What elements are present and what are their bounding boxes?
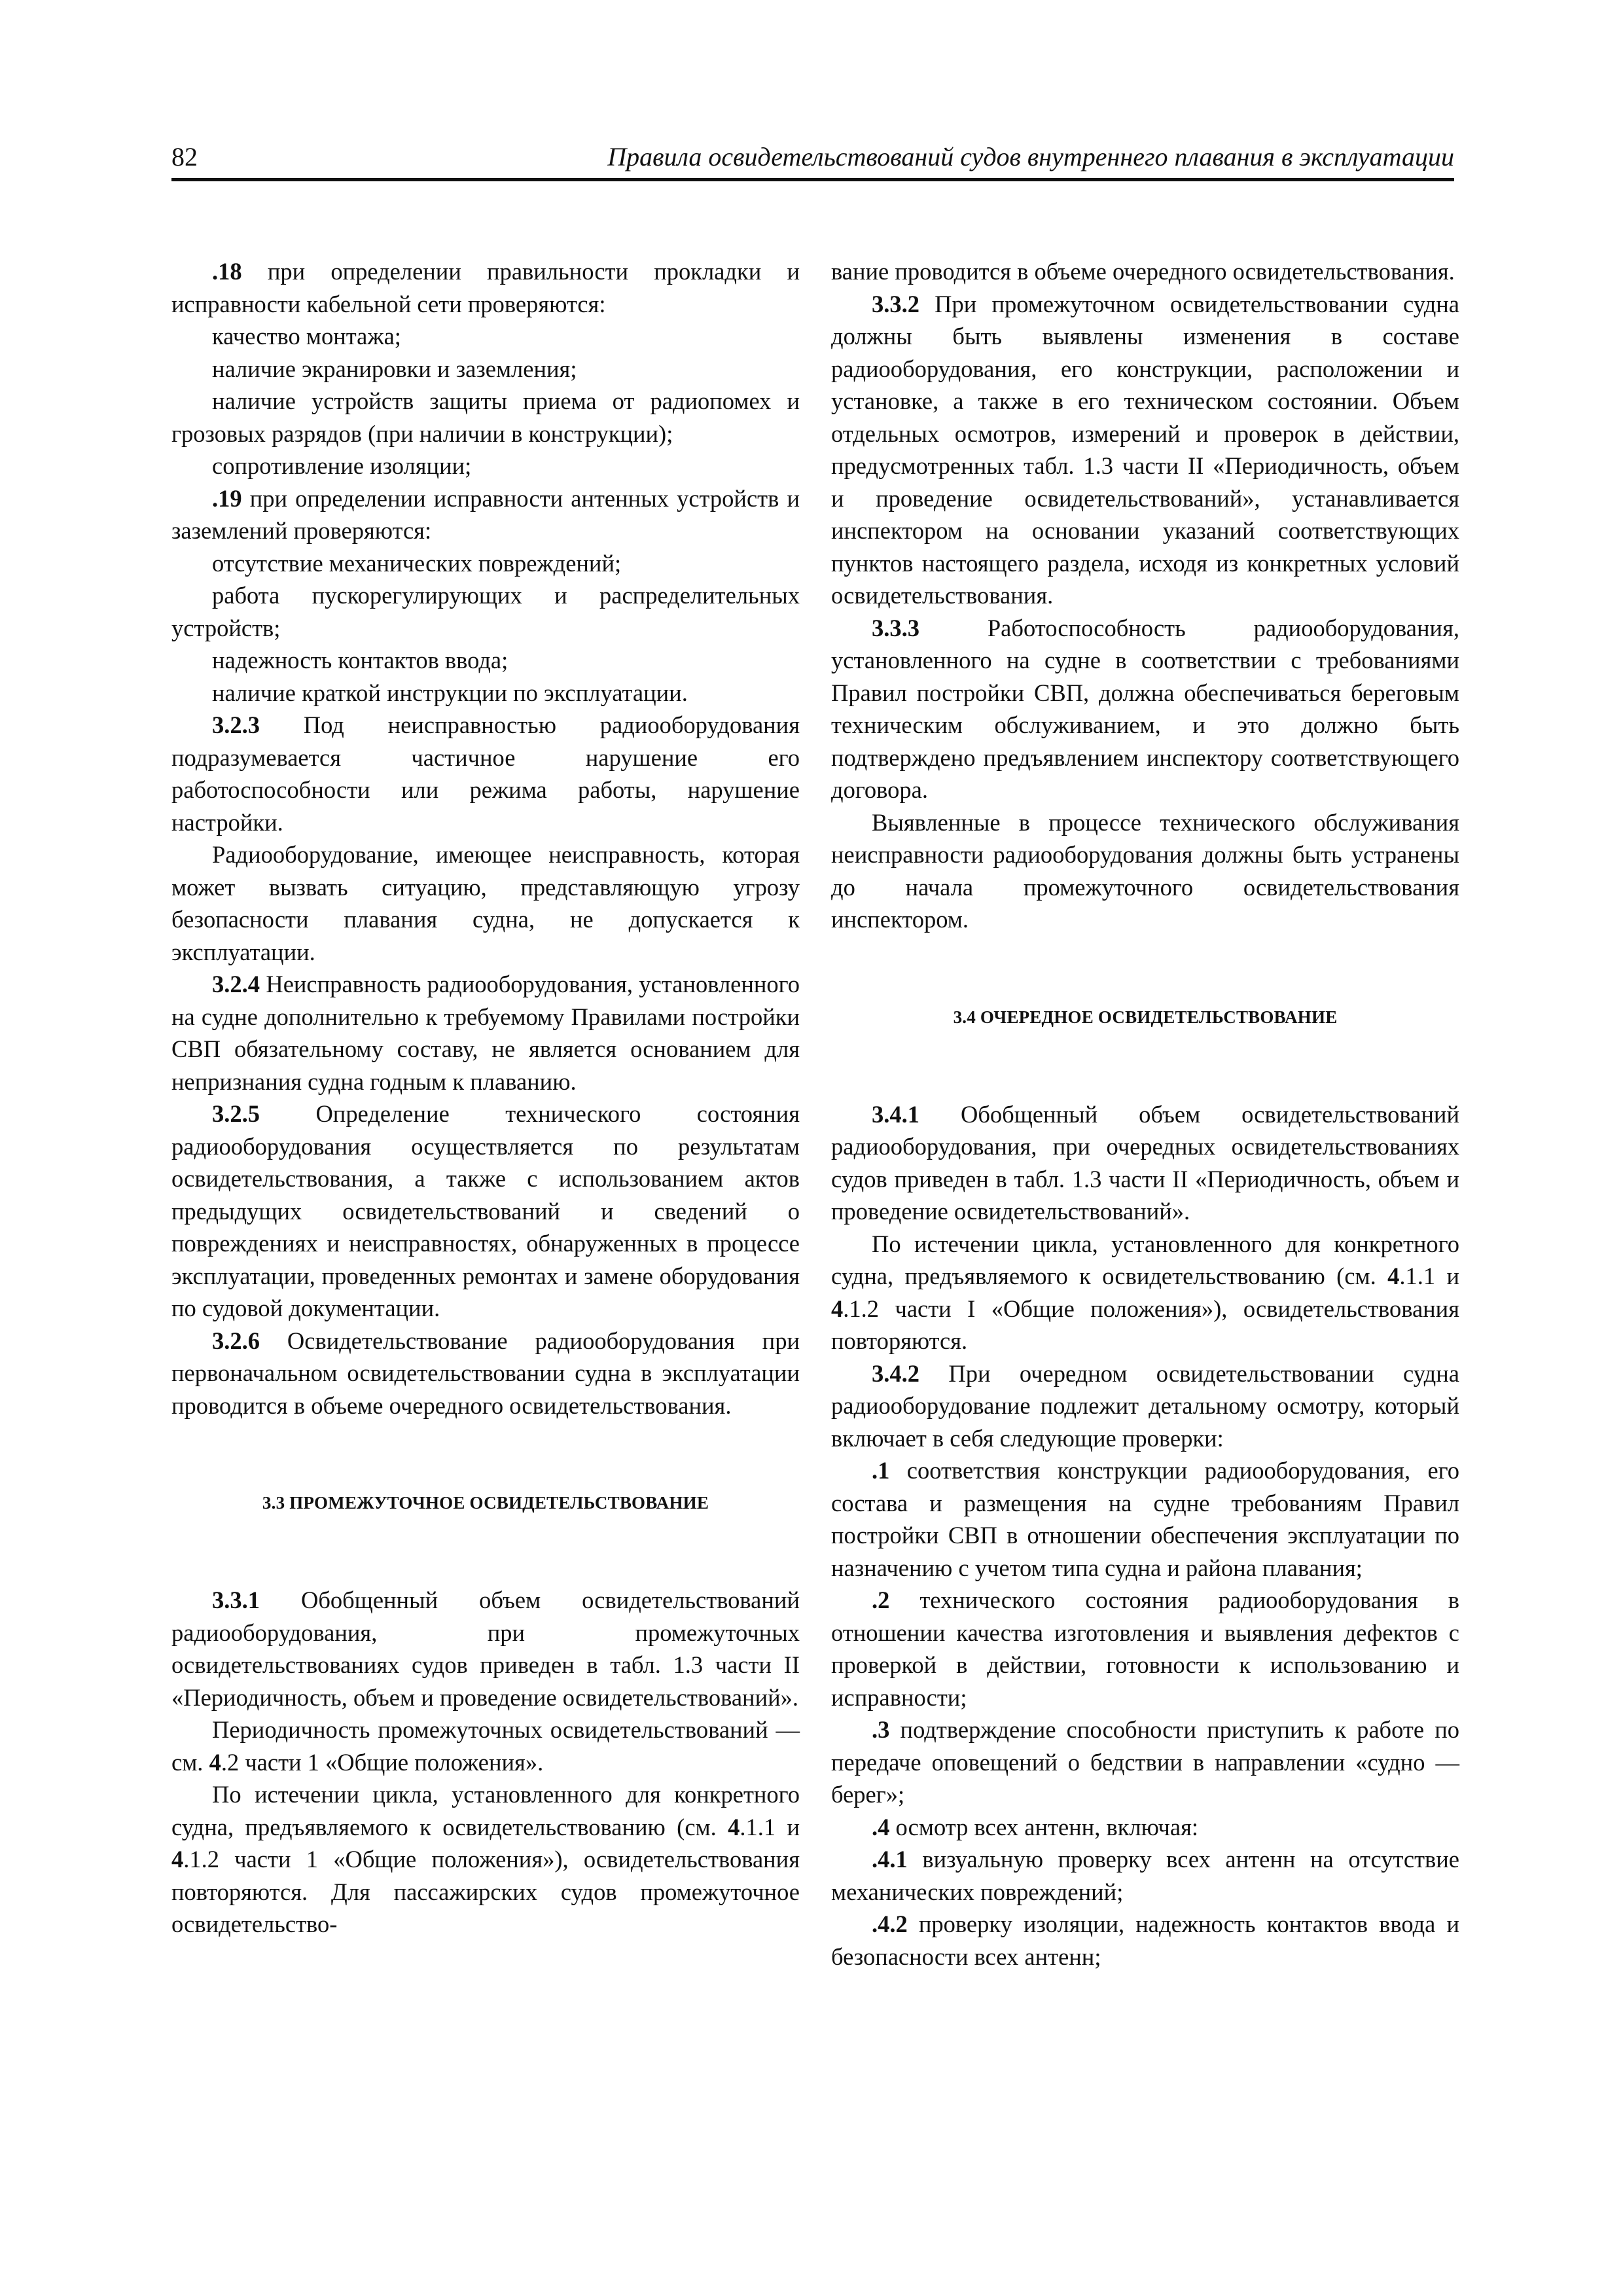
paragraph [171, 1778, 800, 1941]
paragraph [831, 1584, 1459, 1713]
clause-number: 3.3.1 [212, 1587, 260, 1613]
paragraph [831, 1843, 1459, 1908]
page-number: 82 [171, 142, 198, 171]
clause-number: 3.4.2 [872, 1359, 919, 1387]
paragraph-text: По истечении цикла, установленного для конкретного судна, предъявляемого к освидетельствованию (см. [831, 1230, 1459, 1289]
paragraph-text: при определении исправности антенных устройств и заземлений проверяются: [171, 484, 800, 544]
paragraph [171, 482, 800, 547]
list-item: отсутствие механических повреждений; [212, 549, 622, 577]
page-header [171, 139, 1454, 181]
clause-number: 3.2.3 [212, 711, 260, 738]
paragraph-text: соответствия конструкции радиооборудования, его состава и размещения на судне требованиям Правил постройки СВП в отношении обеспечения эксплуатации по назначению с учетом типа судна и района плавания; [831, 1457, 1459, 1581]
clause-number: 3.4.1 [872, 1100, 919, 1128]
item-number: .19 [212, 484, 242, 512]
paragraph [171, 968, 800, 1098]
paragraph-text: По истечении цикла, установленного для конкретного судна, предъявляемого к освидетельствованию (см. [171, 1781, 800, 1840]
paragraph [171, 709, 800, 838]
paragraph-text: подтверждение способности приступить к работе по передаче оповещений о бедствии в направлении «судно — берег»; [831, 1716, 1459, 1808]
list-item: наличие устройств защиты приема от радиопомех и грозовых разрядов (при наличии в конструкции); [171, 387, 800, 447]
list-item: работа пускорегулирующих и распределительных устройств; [171, 582, 800, 641]
paragraph [831, 288, 1459, 612]
paragraph [171, 1584, 800, 1713]
paragraph [831, 1811, 1459, 1844]
clause-number: 3.3.2 [872, 290, 919, 317]
left-column [171, 255, 800, 1941]
paragraph-text: Периодичность промежуточных освидетельствований — см. [171, 1716, 800, 1776]
clause-number: 3.2.4 [212, 971, 260, 997]
paragraph-text: Неисправность радиооборудования, установленного на судне дополнительно к требуемому Правилами постройки СВП обязательному составу, не является основанием для непризнания судна годным к плаванию. [171, 971, 800, 1095]
paragraph-text: Обобщенный объем освидетельствований радиооборудования, при очередных освидетельствованиях судов приведен в табл. 1.3 части II «Периодичность, объем и проведение освидетельствований». [831, 1100, 1459, 1225]
paragraph [831, 1228, 1459, 1357]
paragraph-text: .2 части 1 «Общие положения». [221, 1748, 544, 1776]
paragraph [831, 1098, 1459, 1228]
paragraph [831, 612, 1459, 806]
paragraph: вание проводится в объеме очередного освидетельствования. [831, 258, 1455, 285]
item-number: .2 [872, 1587, 890, 1613]
reference-number: 4 [728, 1813, 740, 1840]
paragraph-text: технического состояния радиооборудования в отношении качества изготовления и выявления дефектов с проверкой в действии, готовности к использованию и исправности; [831, 1587, 1459, 1711]
paragraph [831, 1908, 1459, 1973]
list-item: надежность контактов ввода; [212, 647, 508, 673]
reference-number: 4 [171, 1846, 184, 1873]
running-title: Правила освидетельствований судов внутреннего плавания в эксплуатации [607, 142, 1454, 171]
paragraph-text: .1.2 части I «Общие положения»), освидетельствования повторяются. [831, 1295, 1459, 1354]
reference-number: 4 [831, 1295, 844, 1322]
paragraph-text: Освидетельствование радиооборудования при первоначальном освидетельствовании судна в эксплуатации проводится в объеме очередного освидетельствования. [171, 1327, 800, 1419]
reference-number: 4 [209, 1748, 221, 1776]
right-column [831, 255, 1459, 1973]
paragraph-text: Работоспособность радиооборудования, установленного на судне в соответствии с требованиями Правил постройки СВП, должна обеспечиваться береговым техническим обслуживанием, и это должно быть подтверждено предъявлением инспектору соответствующего договора. [831, 614, 1459, 803]
clause-number: 3.2.5 [212, 1100, 260, 1127]
reference-number: 4 [1387, 1263, 1400, 1289]
paragraph [831, 1357, 1459, 1455]
item-number: .18 [212, 258, 242, 285]
clause-number: 3.2.6 [212, 1327, 260, 1354]
paragraph: Радиооборудование, имеющее неисправность, которая может вызвать ситуацию, представляющую угрозу безопасности плавания судна, не допускается к эксплуатации. [171, 841, 800, 965]
paragraph-text: проверку изоляции, надежность контактов ввода и безопасности всех антенн; [831, 1910, 1459, 1970]
paragraph-text: При очередном освидетельствовании судна радиооборудование подлежит детальному осмотру, который включает в себя следующие проверки: [831, 1359, 1459, 1452]
paragraph-text: визуальную проверку всех антенн на отсутствие механических повреждений; [831, 1846, 1459, 1905]
paragraph-text: .1.1 и [1399, 1263, 1459, 1289]
section-heading: 3.4 ОЧЕРЕДНОЕ ОСВИДЕТЕЛЬСТВОВАНИЕ [953, 1007, 1338, 1027]
paragraph-text: при определении правильности прокладки и исправности кабельной сети проверяются: [171, 258, 800, 317]
paragraph-text: Определение технического состояния радиооборудования осуществляется по результатам освидетельствования, а также с использованием актов предыдущих освидетельствований и сведений о повреждениях и неисправностях, обнаруженных в процессе эксплуатации, проведенных ремонтах и замене оборудования по судовой документации. [171, 1100, 800, 1321]
paragraph-text: .1.2 части 1 «Общие положения»), освидетельствования повторяются. Для пассажирских судов промежуточное освидетельство- [171, 1846, 800, 1937]
list-item: сопротивление изоляции; [212, 452, 472, 479]
list-item: качество монтажа; [212, 323, 401, 350]
paragraph-text: Обобщенный объем освидетельствований радиооборудования, при промежуточных освидетельствованиях судов приведен в табл. 1.3 части II «Периодичность, объем и проведение освидетельствований». [171, 1587, 800, 1711]
list-item: наличие экранировки и заземления; [212, 355, 577, 382]
item-number: .4.2 [872, 1910, 908, 1937]
paragraph [171, 255, 800, 320]
paragraph-text: .1.1 и [740, 1813, 800, 1840]
paragraph [171, 1325, 800, 1422]
paragraph-text: осмотр всех антенн, включая: [889, 1813, 1199, 1840]
item-number: .4 [872, 1813, 890, 1840]
paragraph [831, 1713, 1459, 1811]
item-number: .3 [872, 1716, 890, 1743]
list-item: наличие краткой инструкции по эксплуатации. [212, 679, 688, 706]
paragraph-text: При промежуточном освидетельствовании судна должны быть выявлены изменения в составе радиооборудования, его конструкции, расположении и установке, а также в его техническом состоянии. Объем отдельных осмотров, измерений и проверок в действии, предусмотренных табл. 1.3 части II «Периодичность, объем и проведение освидетельствований», устанавливается инспектором на основании указаний соответствующих пунктов настоящего раздела, исходя из конкретных условий освидетельствования. [831, 290, 1459, 609]
clause-number: 3.3.3 [872, 614, 919, 641]
section-heading: 3.3 ПРОМЕЖУТОЧНОЕ ОСВИДЕТЕЛЬСТВОВАНИЕ [262, 1493, 709, 1513]
paragraph-text: Под неисправностью радиооборудования подразумевается частичное нарушение его работоспособности или режима работы, нарушение настройки. [171, 711, 800, 836]
item-number: .4.1 [872, 1846, 908, 1873]
paragraph: Выявленные в процессе технического обслуживания неисправности радиооборудования должны быть устранены до начала промежуточного освидетельствования инспектором. [831, 808, 1459, 933]
paragraph [171, 1098, 800, 1325]
paragraph [171, 1713, 800, 1778]
item-number: .1 [872, 1457, 890, 1484]
paragraph [831, 1454, 1459, 1584]
